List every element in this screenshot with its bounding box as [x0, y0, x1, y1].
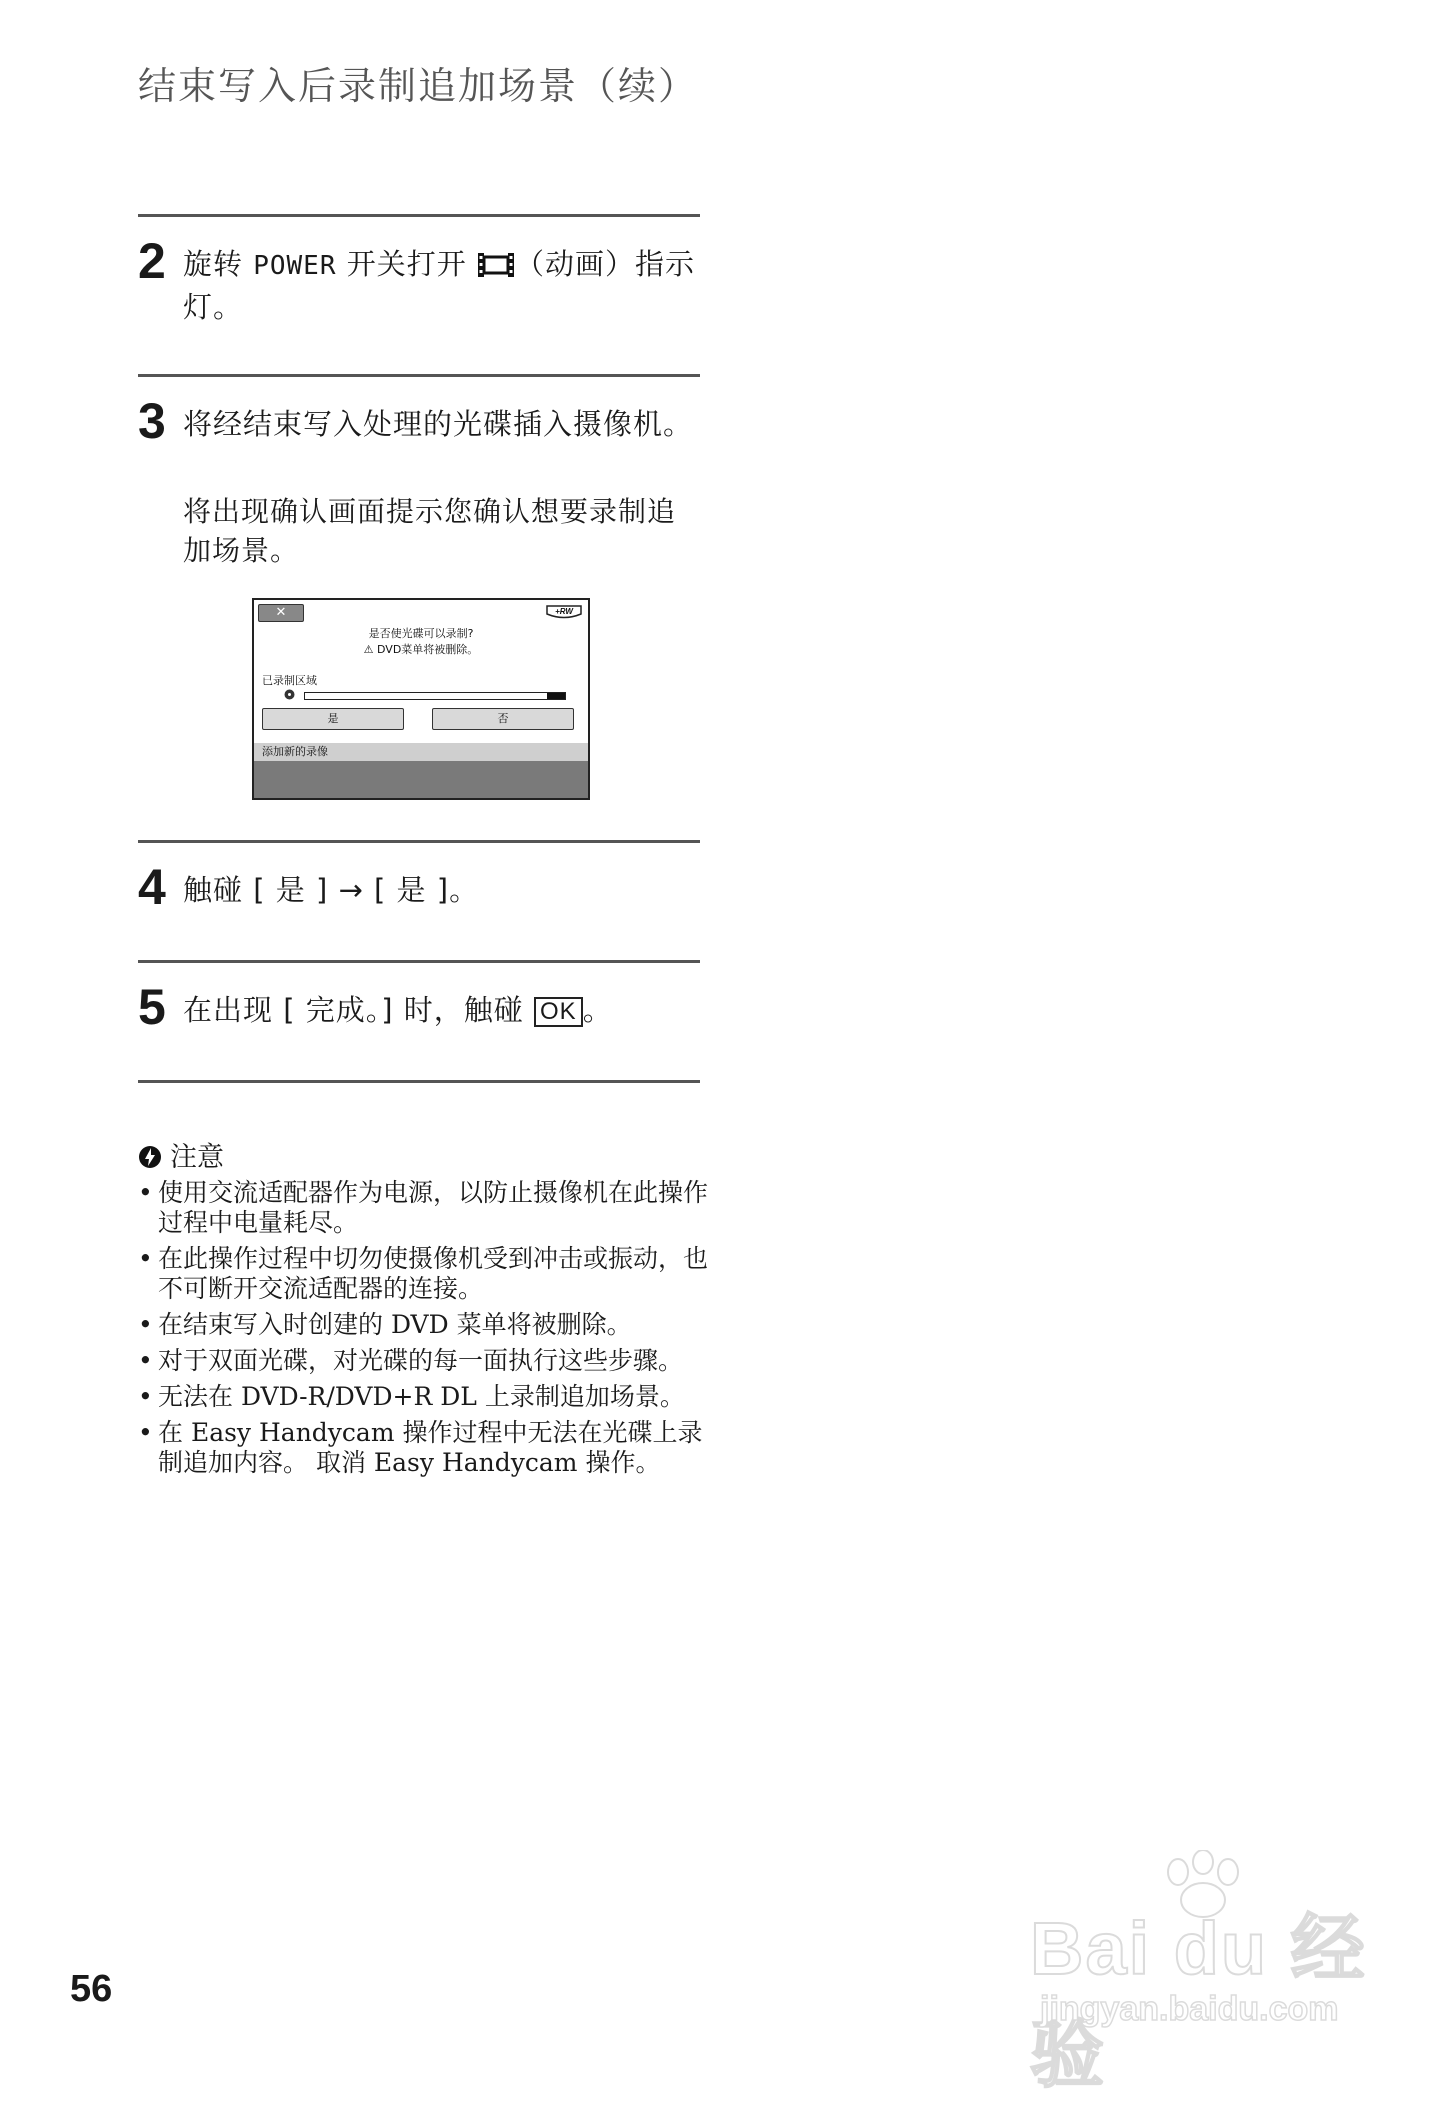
note-item: • 使用交流适配器作为电源，以防止摄像机在此操作过程中电量耗尽。 — [138, 1178, 708, 1238]
step-number: 3 — [138, 393, 166, 449]
note-item: • 在此操作过程中切勿使摄像机受到冲击或振动，也不可断开交流适配器的连接。 — [138, 1244, 708, 1304]
no-button[interactable]: 否 — [432, 708, 574, 730]
caution-icon — [138, 1145, 162, 1169]
status-bar: 添加新的录像 — [254, 743, 588, 761]
recorded-area-bar — [304, 692, 566, 700]
watermark-brand: Bai du 经验 — [1030, 1907, 1367, 2096]
free-area-fill — [547, 693, 565, 699]
step-text-part: 开关打开 — [336, 247, 477, 281]
baidu-watermark — [1030, 1850, 1410, 2096]
step-number: 5 — [138, 979, 166, 1035]
step-description: 将出现确认画面提示您确认想要录制追加场景。 — [183, 495, 677, 567]
question-text: 是否使光碟可以录制? — [368, 627, 474, 640]
step-5 — [138, 979, 708, 1062]
divider — [138, 1080, 700, 1083]
notes-list — [138, 1178, 708, 1484]
note-item: • 在结束写入时创建的 DVD 菜单将被删除。 — [138, 1310, 708, 1340]
power-label: POWER — [253, 251, 337, 281]
divider — [138, 840, 700, 843]
step-text: 将经结束写入处理的光碟插入摄像机。 — [183, 407, 694, 441]
step-number: 4 — [138, 859, 166, 915]
divider — [138, 960, 700, 963]
note-item: • 无法在 DVD-R/DVD+R DL 上录制追加场景。 — [138, 1382, 708, 1412]
note-item: • 对于双面光碟，对光碟的每一面执行这些步骤。 — [138, 1346, 708, 1376]
yes-button[interactable]: 是 — [262, 708, 404, 730]
step-number: 2 — [138, 233, 166, 289]
step-text — [183, 990, 703, 1031]
step-text-part: 在出现 [ 完成。] 时，触碰 — [183, 993, 535, 1027]
watermark-url: jingyan.baidu.com — [1040, 1990, 1339, 2028]
screen-bottom-band — [254, 761, 588, 798]
step-text — [183, 244, 703, 328]
step-text-part: （动画）指示灯。 — [183, 247, 695, 324]
recorded-area-fill — [305, 693, 547, 699]
screen-message — [254, 626, 588, 658]
confirmation-screen — [252, 598, 590, 800]
rw-disc-icon — [544, 604, 584, 620]
divider — [138, 374, 700, 377]
step-text-part: 旋转 — [183, 247, 254, 281]
page-number: 56 — [70, 1968, 113, 2010]
recorded-area-label: 已录制区域 — [262, 674, 317, 687]
step-text-part: 。 — [582, 993, 613, 1027]
notes-heading — [138, 1135, 224, 1174]
close-button[interactable]: ✕ — [258, 604, 304, 622]
disc-icon — [284, 689, 295, 700]
step-3 — [138, 393, 708, 576]
step-4 — [138, 859, 708, 942]
notes-title: 注意 — [170, 1142, 224, 1173]
note-item: • 在 Easy Handycam 操作过程中无法在光碟上录制追加内容。 取消 Easy Handycam 操作。 — [138, 1418, 708, 1478]
step-2 — [138, 233, 708, 356]
ok-button-icon: OK — [534, 997, 583, 1027]
divider — [138, 214, 700, 217]
page-title: 结束写入后录制追加场景（续） — [138, 64, 699, 108]
step-text: 触碰 [ 是 ] → [ 是 ]。 — [183, 873, 480, 907]
warning-text: ⚠ DVD菜单将被删除。 — [363, 643, 479, 656]
movie-mode-icon — [477, 252, 515, 278]
rw-badge-text: +RW — [555, 607, 573, 616]
